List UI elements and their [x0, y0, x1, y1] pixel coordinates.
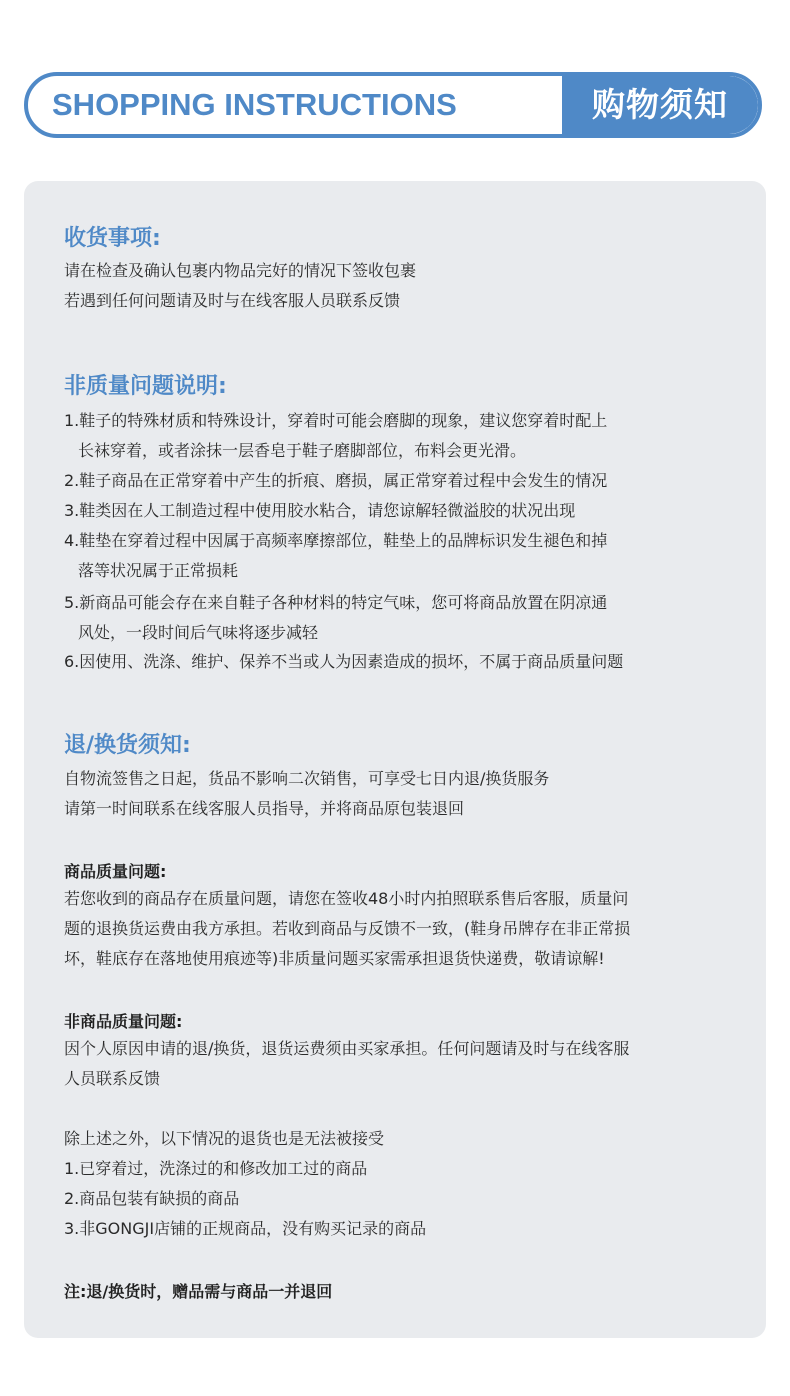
returns-line: 请第一时间联系在线客服人员指导，并将商品原包装退回 [64, 799, 465, 818]
quality-issue-line: 题的退换货运费由我方承担。若收到商品与反馈不一致，(鞋身吊牌存在非正常损 [64, 919, 631, 938]
receiving-title: 收货事项: [64, 226, 161, 251]
non-quality-line: 3.鞋类因在人工制造过程中使用胶水粘合，请您谅解轻微溢胶的状况出现 [64, 501, 576, 520]
non-product-quality-line: 人员联系反馈 [64, 1069, 161, 1088]
exception-line: 2.商品包装有缺损的商品 [64, 1189, 240, 1208]
returns-note: 注:退/换货时，赠品需与商品一并退回 [64, 1282, 333, 1301]
non-product-quality-title: 非商品质量问题: [64, 1012, 183, 1031]
returns-title: 退/换货须知: [64, 733, 191, 758]
non-quality-line: 6.因使用、洗涤、维护、保养不当或人为因素造成的损坏，不属于商品质量问题 [64, 652, 624, 671]
exception-line: 3.非GONGJI店铺的正规商品，没有购买记录的商品 [64, 1219, 427, 1238]
non-quality-line: 5.新商品可能会存在来自鞋子各种材料的特定气味，您可将商品放置在阴凉通 [64, 593, 608, 612]
returns-line: 自物流签售之日起，货品不影响二次销售，可享受七日内退/换货服务 [64, 769, 550, 788]
non-quality-line: 2.鞋子商品在正常穿着中产生的折痕、磨损，属正常穿着过程中会发生的情况 [64, 471, 608, 490]
non-quality-line: 长袜穿着，或者涂抹一层香皂于鞋子磨脚部位，布料会更光滑。 [78, 441, 527, 460]
non-quality-title: 非质量问题说明: [64, 374, 227, 399]
receiving-line: 请在检查及确认包裹内物品完好的情况下签收包裹 [64, 261, 417, 280]
exception-line: 除上述之外，以下情况的退货也是无法被接受 [64, 1129, 385, 1148]
non-product-quality-line: 因个人原因申请的退/换货，退货运费须由买家承担。任何问题请及时与在线客服 [64, 1039, 630, 1058]
quality-issue-line: 若您收到的商品存在质量问题，请您在签收48小时内拍照联系售后客服，质量问 [64, 889, 629, 908]
header-title-cn: 购物须知 [562, 76, 758, 134]
quality-issue-line: 坏，鞋底存在落地使用痕迹等)非质量问题买家需承担退货快递费，敬请谅解! [64, 949, 605, 968]
header-title-en: SHOPPING INSTRUCTIONS [52, 87, 457, 122]
non-quality-line: 1.鞋子的特殊材质和特殊设计，穿着时可能会磨脚的现象，建议您穿着时配上 [64, 411, 608, 430]
receiving-line: 若遇到任何问题请及时与在线客服人员联系反馈 [64, 291, 401, 310]
non-quality-line: 落等状况属于正常损耗 [78, 561, 239, 580]
non-quality-line: 4.鞋垫在穿着过程中因属于高频率摩擦部位，鞋垫上的品牌标识发生褪色和掉 [64, 531, 608, 550]
header-banner [24, 72, 762, 138]
non-quality-line: 风处，一段时间后气味将逐步减轻 [78, 623, 319, 642]
instructions-panel [24, 181, 766, 1338]
exception-line: 1.已穿着过，洗涤过的和修改加工过的商品 [64, 1159, 368, 1178]
quality-issue-title: 商品质量问题: [64, 862, 167, 881]
